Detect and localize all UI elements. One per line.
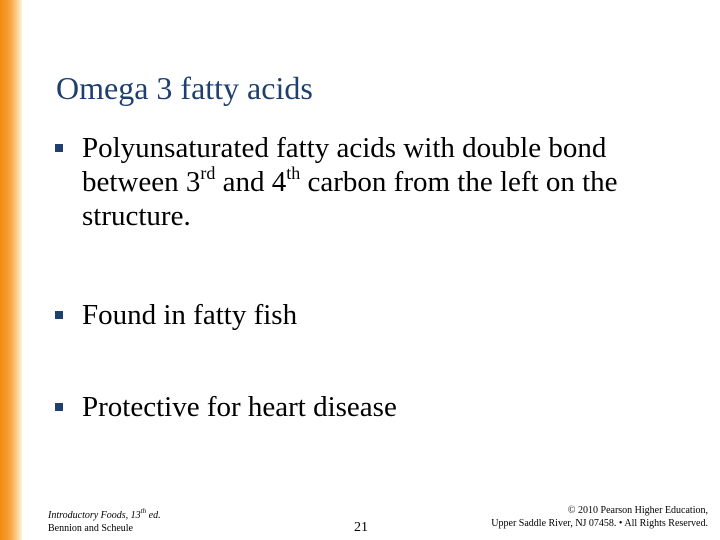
copyright-line-2: Upper Saddle River, NJ 07458. • All Rights Reserved.: [491, 518, 708, 529]
footer-copyright: [491, 504, 708, 530]
footer-book-title: Introductory Foods, 13th ed.: [48, 507, 161, 521]
slide-title: Omega 3 fatty acids: [56, 70, 313, 106]
bullet-1-line-1: Polyunsaturated fatty acids with double bond: [82, 132, 607, 164]
square-bullet-icon: [55, 144, 63, 152]
bullet-text-3: Protective for heart disease: [82, 391, 397, 423]
copyright-line-1: © 2010 Pearson Higher Education,: [567, 505, 708, 516]
decorative-left-bar: [0, 0, 22, 540]
footer-book-credit: [48, 509, 161, 535]
bullet-text-2: Found in fatty fish: [82, 299, 298, 331]
square-bullet-icon: [55, 403, 63, 411]
bullet-1-line-2: between 3rd and 4th carbon from the left on the: [82, 163, 618, 198]
footer-authors: Bennion and Scheule: [48, 523, 133, 534]
square-bullet-icon: [55, 311, 63, 319]
bullet-1-line-3: structure.: [82, 200, 191, 232]
bullet-text-1: [82, 131, 618, 233]
page-number: 21: [354, 520, 368, 535]
